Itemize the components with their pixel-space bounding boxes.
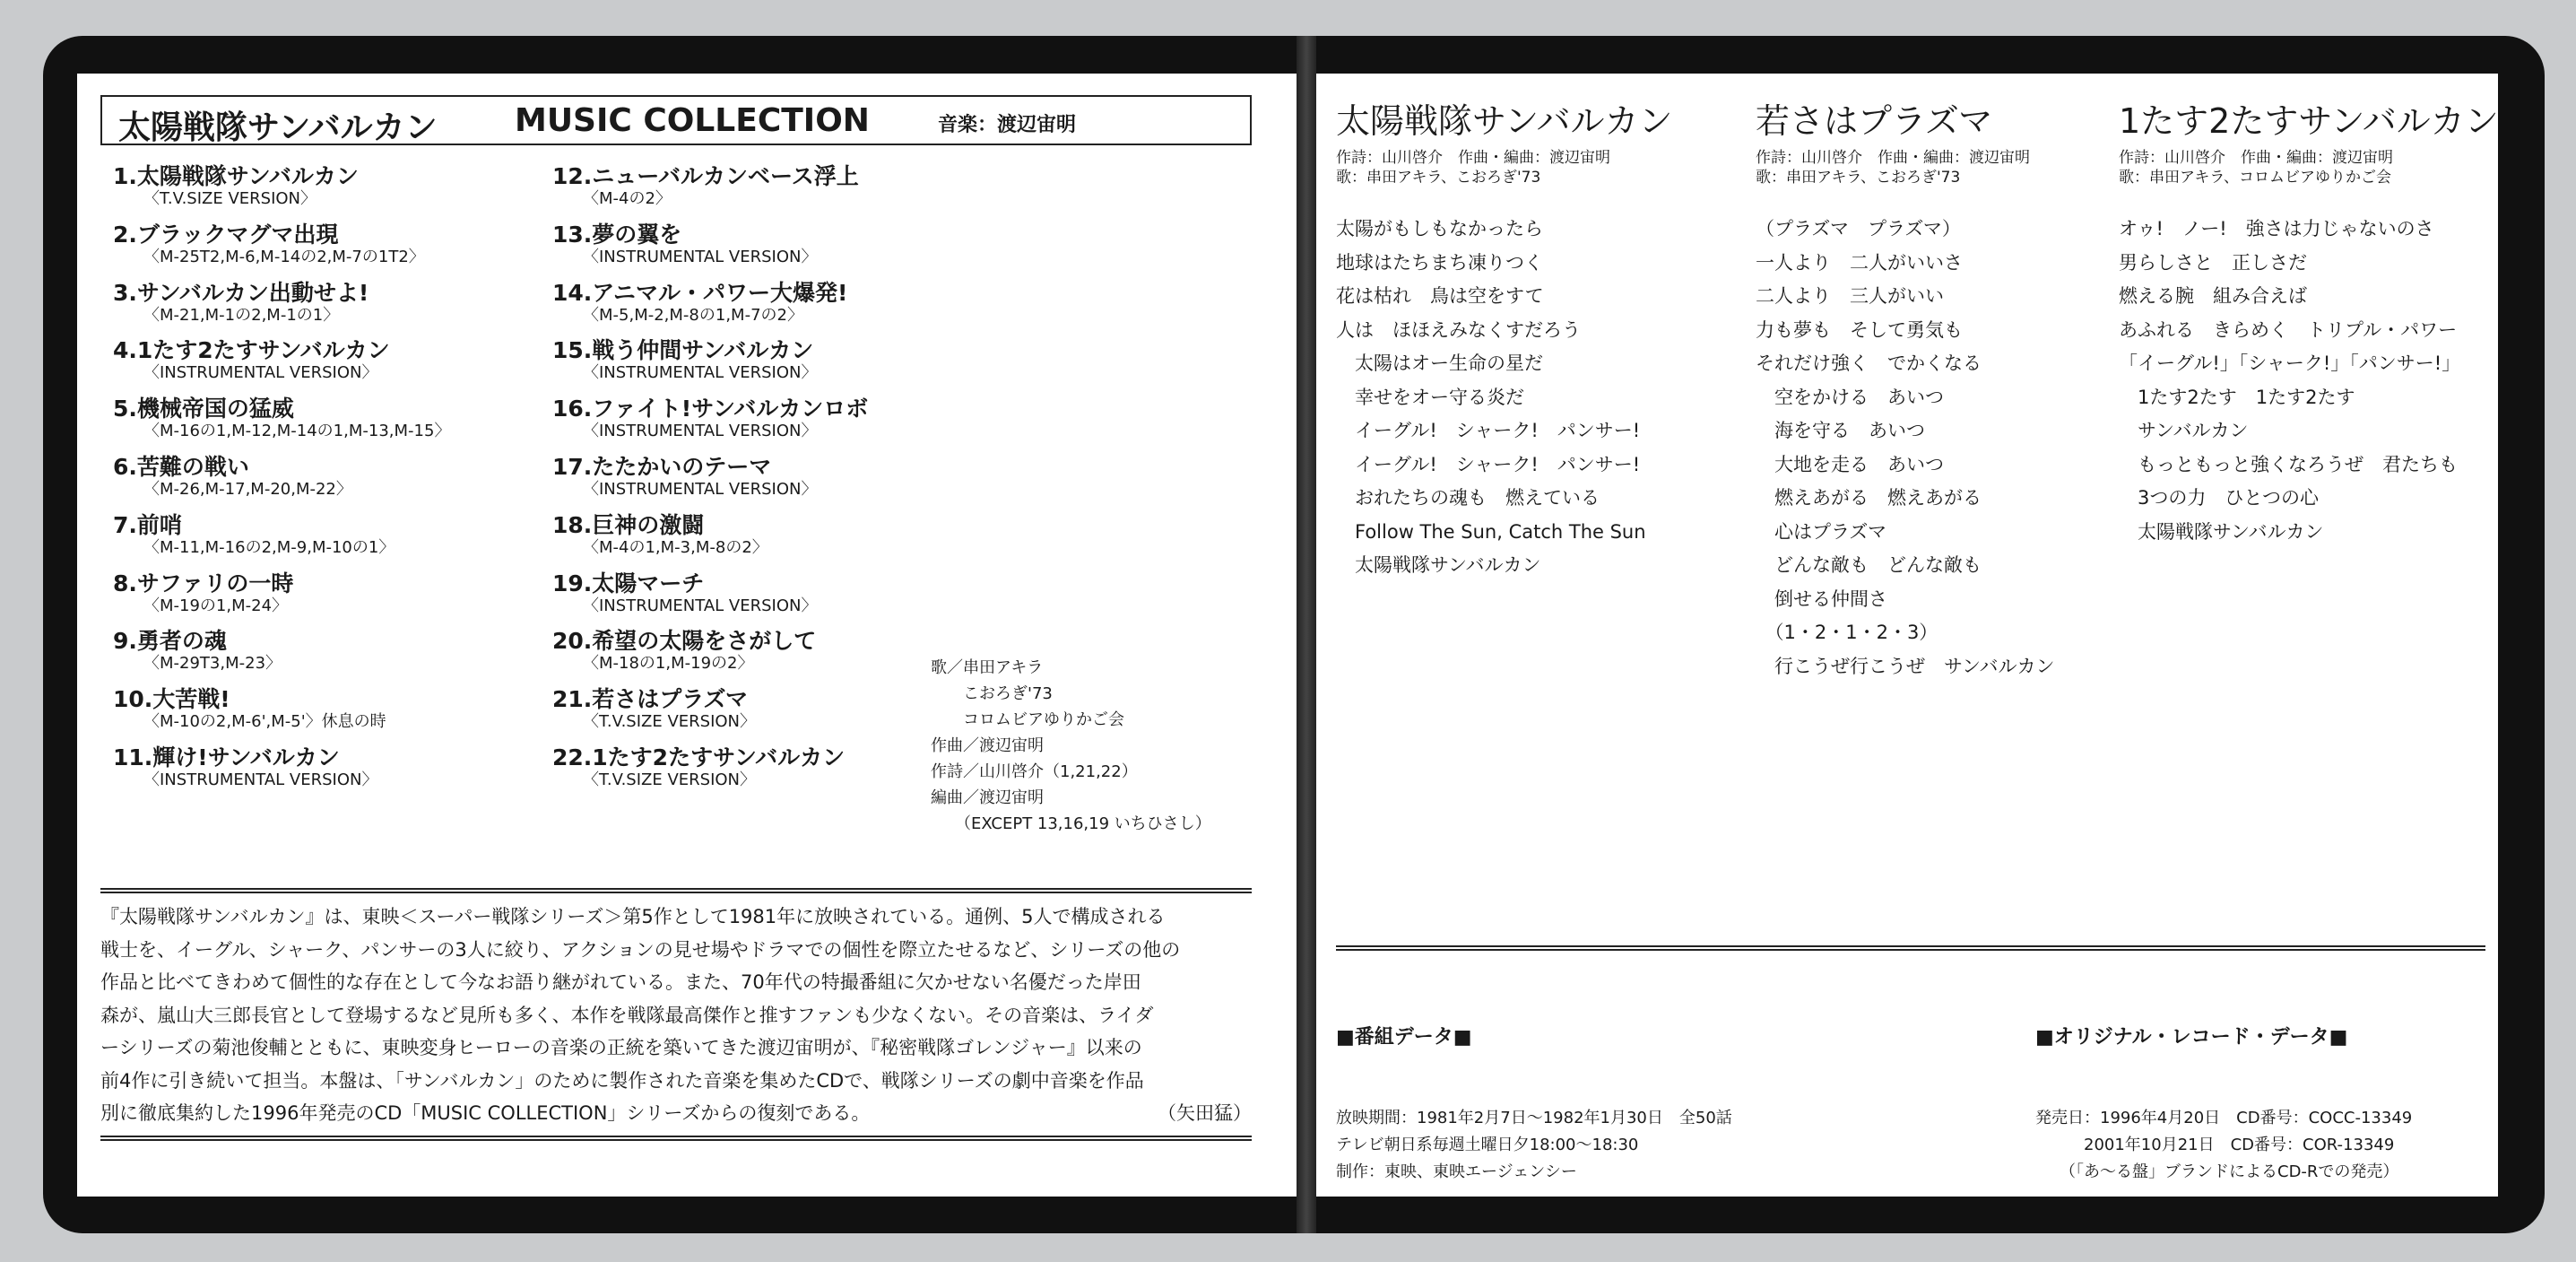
album-subtitle: MUSIC COLLECTION: [515, 102, 870, 139]
track-item: [552, 628, 816, 673]
track-title: 11.輝け!サンバルカン: [113, 744, 340, 770]
track-title: 8.サファリの一時: [113, 570, 294, 596]
song-credit-writer: 作詩：山川啓介 作曲・編曲：渡辺宙明: [1336, 149, 1610, 167]
track-title: 6.苦難の戦い: [113, 454, 249, 480]
liner-line: 作品と比べてきわめて個性的な存在として今なお語り継がれている。また、70年代の特撮番組に欠かせない名優だった岸田: [100, 971, 1141, 993]
song-lyrics: 太陽がもしもなかったら 地球はたちまち凍りつく 花は枯れ 鳥は空をすて 人は ほほえみなくすだろう 太陽はオー生命の星だ 幸せをオー守る炎だ イーグル! シャーク! パンサー! イーグル! シャーク! パンサー! おれたちの魂も 燃えている Follow The Sun, Catch The Sun 太陽戦隊サンバルカン: [1336, 218, 1646, 576]
song-credit-singer: 歌：串田アキラ、こおろぎ'73: [1756, 169, 1961, 187]
track-note: 〈M-29T3,M-23〉: [143, 654, 282, 674]
track-note: 〈INSTRUMENTAL VERSION〉: [583, 480, 818, 499]
song-credit-singer: 歌：串田アキラ、コロムビアゆりかご会: [2119, 169, 2391, 187]
track-note: 〈M-16の1,M-12,M-14の1,M-13,M-15〉: [143, 422, 451, 441]
track-note: 〈INSTRUMENTAL VERSION〉: [583, 363, 818, 383]
left-page: [77, 74, 1297, 1197]
track-item: [552, 222, 817, 266]
track-note: 〈INSTRUMENTAL VERSION〉: [583, 596, 818, 615]
track-title: 15.戦う仲間サンバルカン: [552, 337, 814, 364]
song-lyrics: オゥ! ノー! 強さは力じゃないのさ 男らしさと 正しさだ 燃える腕 組み合えば あふれる きらめく トリプル・パワー 「イーグル!」「シャーク!」「パンサー!」 1たす2たす 1たす2たす サンバルカン もっともっと強くなろうぜ 君たちも 3つの力 ひとつの心 太陽戦隊サンバルカン: [2119, 218, 2461, 543]
track-note: 〈M-11,M-16の2,M-9,M-10の1〉: [143, 537, 395, 557]
track-item: [113, 628, 282, 673]
track-title: 22.1たす2たすサンバルカン: [552, 744, 846, 770]
right-page: [1316, 74, 2498, 1197]
liner-notes: [100, 901, 1252, 1130]
liner-line: [100, 1097, 1252, 1130]
track-title: 21.若さはプラズマ: [552, 686, 749, 713]
track-note: 〈INSTRUMENTAL VERSION〉: [583, 247, 818, 266]
track-title: 2.ブラックマグマ出現: [113, 221, 339, 248]
track-item: [113, 686, 386, 731]
track-note: 〈M-5,M-2,M-8の1,M-7の2〉: [583, 305, 803, 325]
liner-line-last: 別に徹底集約した1996年発売のCD「MUSIC COLLECTION」シリーズからの復刻である。: [100, 1102, 871, 1124]
track-item: [113, 163, 359, 208]
liner-line: 『太陽戦隊サンバルカン』は、東映＜スーパー戦隊シリーズ＞第5作として1981年に放映されている。通例、5人で構成される: [100, 906, 1166, 927]
track-item: [552, 512, 768, 557]
track-note: 〈M-10の2,M-6',M-5'〉休息の時: [143, 712, 386, 732]
track-title: 7.前哨: [113, 511, 182, 538]
divider-bottom: [100, 1136, 1252, 1141]
track-note: 〈M-19の1,M-24〉: [143, 596, 289, 615]
track-item: [113, 280, 369, 325]
track-note: 〈INSTRUMENTAL VERSION〉: [583, 422, 818, 441]
track-item: [552, 686, 756, 731]
track-note: 〈M-18の1,M-19の2〉: [583, 654, 754, 674]
track-title: 9.勇者の魂: [113, 628, 227, 655]
track-item: [552, 396, 868, 440]
center-fold: [1297, 36, 1316, 1233]
song-block-2: [1756, 93, 2054, 683]
track-note: 〈M-4の1,M-3,M-8の2〉: [583, 537, 768, 557]
song-credit-writer: 作詩：山川啓介 作曲・編曲：渡辺宙明: [1756, 149, 2030, 167]
song-title: 1たす2たすサンバルカン: [2119, 101, 2499, 141]
track-title: 10.大苦戦!: [113, 686, 230, 713]
track-note: 〈INSTRUMENTAL VERSION〉: [143, 770, 378, 789]
track-item: [113, 337, 390, 382]
track-title: 17.たたかいのテーマ: [552, 454, 772, 480]
record-data-body: 発売日：1996年4月20日 CD番号：COCC-13349 2001年10月21日 CD番号：COR-13349 （「あ〜る盤」ブランドによるCD-Rでの発売）: [2035, 1109, 2413, 1181]
track-title: 3.サンバルカン出動せよ!: [113, 279, 369, 306]
record-data: [2035, 970, 2412, 1233]
track-item: [552, 744, 845, 789]
track-item: [552, 454, 817, 499]
album-title: 太陽戦隊サンバルカン: [118, 109, 438, 146]
divider-top: [100, 888, 1252, 893]
divider-right: [1336, 945, 2485, 951]
liner-line: 戦士を、イーグル、シャーク、パンサーの3人に絞り、アクションの見せ場やドラマでの個性を際立たせるなど、シリーズの他の: [100, 938, 1181, 961]
liner-author: （矢田猛）: [1158, 1102, 1252, 1124]
song-title: 太陽戦隊サンバルカン: [1336, 101, 1673, 141]
record-data-heading: ■オリジナル・レコード・データ■: [2035, 1026, 2348, 1049]
track-title: 20.希望の太陽をさがして: [552, 628, 817, 655]
track-title: 1.太陽戦隊サンバルカン: [113, 163, 359, 189]
liner-line: 森が、嵐山大三郎長官として登場するなど見所も多く、本作を戦隊最高傑作と推すファンも少なくない。その音楽は、ライダ: [100, 1004, 1154, 1026]
track-item: [113, 396, 450, 440]
track-note: 〈T.V.SIZE VERSION〉: [583, 712, 757, 732]
song-block-3: [2119, 93, 2499, 549]
track-title: 12.ニューバルカンベース浮上: [552, 163, 859, 189]
track-title: 4.1たす2たすサンバルカン: [113, 337, 390, 364]
track-item: [552, 280, 847, 325]
song-credit-writer: 作詩：山川啓介 作曲・編曲：渡辺宙明: [2119, 149, 2393, 167]
track-title: 14.アニマル・パワー大爆発!: [552, 279, 848, 306]
program-data: [1336, 970, 1732, 1233]
track-item: [113, 570, 293, 615]
track-note: 〈M-25T2,M-6,M-14の2,M-7の1T2〉: [143, 247, 425, 266]
liner-line: 前4作に引き続いて担当。本盤は、「サンバルカン」のために製作された音楽を集めたCDで、戦隊シリーズの劇中音楽を作品: [100, 1069, 1144, 1092]
track-note: 〈M-21,M-1の2,M-1の1〉: [143, 305, 340, 325]
track-note: 〈M-26,M-17,M-20,M-22〉: [143, 480, 352, 499]
track-item: [113, 512, 395, 557]
composer-credit: 音楽：渡辺宙明: [938, 114, 1077, 136]
booklet-spread: [43, 36, 2545, 1233]
track-item: [113, 454, 352, 499]
track-item: [552, 337, 817, 382]
staff-credits: 歌／串田アキラ こおろぎ'73 コロムビアゆりかご会 作曲／渡辺宙明 作詩／山川啓介（1,21,22） 編曲／渡辺宙明 （EXCEPT 13,16,19 いちひさし）: [931, 658, 1211, 833]
track-title: 19.太陽マーチ: [552, 570, 705, 596]
song-title: 若さはプラズマ: [1756, 101, 1993, 141]
song-credit-singer: 歌：串田アキラ、こおろぎ'73: [1336, 169, 1541, 187]
track-note: 〈T.V.SIZE VERSION〉: [583, 770, 757, 789]
track-note: 〈M-4の2〉: [583, 189, 672, 208]
track-title: 16.ファイト!サンバルカンロボ: [552, 396, 869, 422]
title-box: [100, 95, 1252, 145]
track-title: 5.機械帝国の猛威: [113, 396, 294, 422]
track-item: [113, 744, 377, 789]
track-title: 13.夢の翼を: [552, 221, 682, 248]
track-title: 18.巨神の激闘: [552, 511, 705, 538]
song-block-1: [1336, 93, 1672, 583]
track-item: [552, 163, 859, 208]
program-data-heading: ■番組データ■: [1336, 1026, 1472, 1049]
song-lyrics: （プラズマ プラズマ） 一人より 二人がいいさ 二人より 三人がいい 力も夢も そして勇気も それだけ強く でかくなる 空をかける あいつ 海を守る あいつ 大地を走る あいつ 燃えあがる 燃えあがる 心はプラズマ どんな敵も どんな敵も 倒せる仲間さ （1・2・1・2・3） 行こうぜ行こうぜ サンバルカン: [1756, 218, 2055, 677]
track-note: 〈T.V.SIZE VERSION〉: [143, 189, 317, 208]
program-data-body: 放映期間：1981年2月7日〜1982年1月30日 全50話 テレビ朝日系毎週土曜日夕18:00〜18:30 制作：東映、東映エージェンシー: [1336, 1109, 1732, 1181]
track-item: [113, 222, 425, 266]
track-note: 〈INSTRUMENTAL VERSION〉: [143, 363, 378, 383]
track-item: [552, 570, 817, 615]
liner-line: ーシリーズの菊池俊輔とともに、東映変身ヒーローの音楽の正統を築いてきた渡辺宙明が、『秘密戦隊ゴレンジャー』以来の: [100, 1037, 1142, 1058]
